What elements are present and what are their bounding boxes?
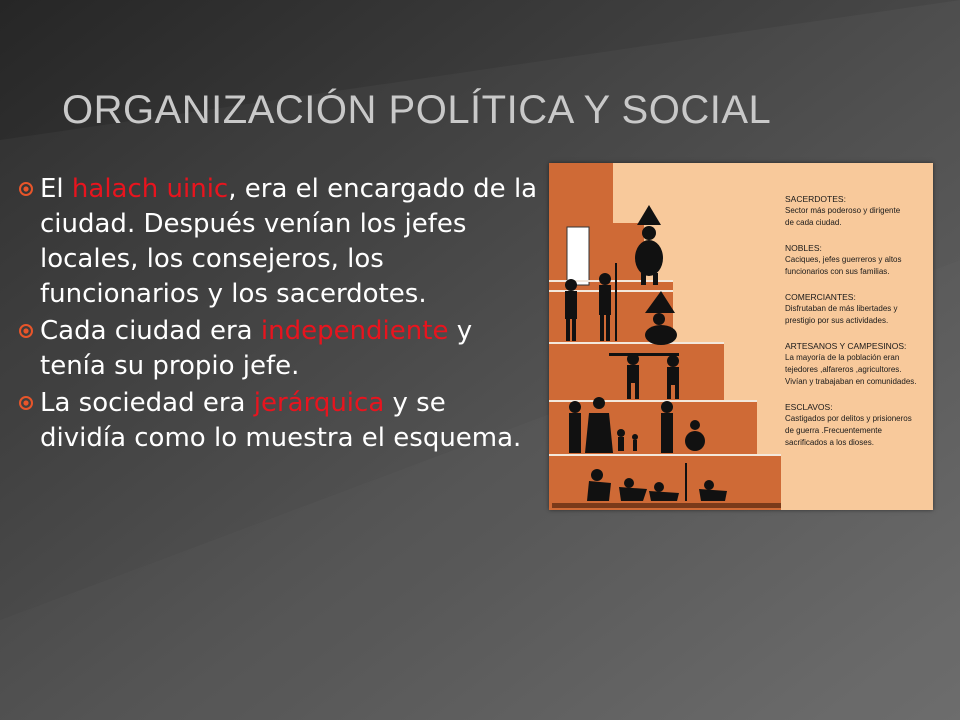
social-pyramid-diagram xyxy=(549,163,933,510)
legend-entry xyxy=(785,340,925,388)
legend-entry xyxy=(785,242,925,278)
legend-description: Disfrutaban de más libertades y xyxy=(785,304,898,313)
bullet-text: La sociedad era xyxy=(40,388,254,418)
legend-heading: SACERDOTES: xyxy=(785,194,846,204)
legend-description: de guerra .Frecuentemente xyxy=(785,426,882,435)
bullet-text: , era el encargado de la ciudad. Después venían los jefes locales, los consejeros, los funcionarios y los sacerdotes. xyxy=(40,174,538,309)
legend-description: sacrificados a los dioses. xyxy=(785,438,874,447)
legend-description: La mayoría de la población eran xyxy=(785,353,900,362)
legend-heading: ESCLAVOS: xyxy=(785,402,833,412)
legend-description: Sector más poderoso y dirigente xyxy=(785,206,901,215)
legend-entry xyxy=(785,193,925,229)
target-bullet-icon xyxy=(18,395,34,411)
highlighted-term: jerárquica xyxy=(253,388,385,418)
temple-doorway xyxy=(567,227,589,285)
bullet-text: El xyxy=(40,174,72,204)
legend-description: funcionarios con sus familias. xyxy=(785,267,890,276)
legend-description: Caciques, jefes guerreros y altos xyxy=(785,255,902,264)
legend-entry xyxy=(785,401,925,449)
legend-heading: ARTESANOS Y CAMPESINOS: xyxy=(785,341,907,351)
target-bullet-icon xyxy=(18,181,34,197)
legend-description: de cada ciudad. xyxy=(785,218,842,227)
highlighted-term: independiente xyxy=(260,316,449,346)
diagram-legend xyxy=(785,193,925,462)
bullet-item xyxy=(18,386,538,456)
legend-entry xyxy=(785,291,925,327)
bullet-item xyxy=(18,172,538,312)
legend-description: tejedores ,alfareros ,agricultores. xyxy=(785,365,902,374)
bullet-item xyxy=(18,314,538,384)
legend-heading: NOBLES: xyxy=(785,243,822,253)
bullet-list xyxy=(18,172,538,458)
bullet-text: y se dividía como lo muestra el esquema. xyxy=(40,388,522,453)
legend-description: prestigio por sus actividades. xyxy=(785,316,889,325)
bullet-text: y tenía su propio jefe. xyxy=(40,316,473,381)
legend-description: Vivían y trabajaban en comunidades. xyxy=(785,377,917,386)
slide-title: ORGANIZACIÓN POLÍTICA Y SOCIAL xyxy=(62,88,772,132)
highlighted-term: halach uinic xyxy=(71,174,229,204)
legend-description: Castigados por delitos y prisioneros xyxy=(785,414,912,423)
bullet-text: Cada ciudad era xyxy=(40,316,261,346)
target-bullet-icon xyxy=(18,323,34,339)
legend-heading: COMERCIANTES: xyxy=(785,292,856,302)
